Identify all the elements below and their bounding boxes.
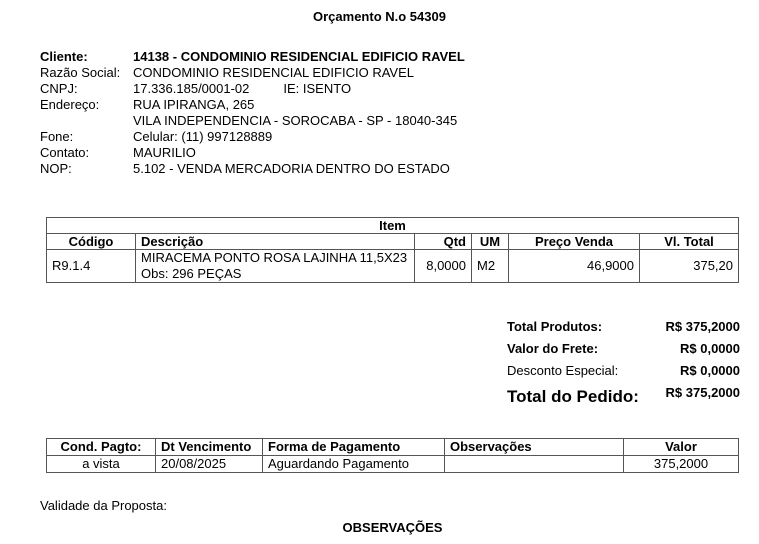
- validade-label: Validade da Proposta:: [40, 498, 167, 513]
- header-preco: Preço Venda: [509, 234, 640, 250]
- item-codigo: R9.1.4: [47, 250, 136, 283]
- fone-label: Fone:: [40, 129, 74, 144]
- observacoes-heading: OBSERVAÇÕES: [342, 520, 443, 535]
- items-caption: Item: [47, 218, 739, 234]
- item-obs: Obs: 296 PEÇAS: [141, 266, 242, 281]
- item-descricao-text: MIRACEMA PONTO ROSA LAJINHA 11,5X23: [141, 250, 408, 265]
- pay-obs: [445, 456, 624, 473]
- header-qtd: Qtd: [415, 234, 472, 250]
- header-total: Vl. Total: [640, 234, 739, 250]
- endereco-label: Endereço:: [40, 97, 100, 112]
- item-qtd: 8,0000: [415, 250, 472, 283]
- fone-value: Celular: (11) 997128889: [133, 129, 273, 144]
- header-forma-pagamento: Forma de Pagamento: [263, 439, 445, 456]
- nop-label: NOP:: [40, 161, 72, 176]
- client-label: Cliente:: [40, 49, 88, 64]
- item-um: M2: [472, 250, 509, 283]
- frete-value: R$ 0,0000: [680, 341, 740, 356]
- header-descricao: Descrição: [136, 234, 415, 250]
- payment-table: [46, 438, 739, 473]
- endereco-line2: VILA INDEPENDENCIA - SOROCABA - SP - 18040-345: [133, 113, 458, 128]
- razao-label: Razão Social:: [40, 65, 121, 80]
- total-pedido-label: Total do Pedido:: [507, 387, 639, 406]
- header-dt-vencimento: Dt Vencimento: [156, 439, 263, 456]
- endereco-line1: RUA IPIRANGA, 265: [133, 97, 255, 112]
- header-observacoes: Observações: [445, 439, 624, 456]
- header-cond-pagto: Cond. Pagto:: [47, 439, 156, 456]
- pay-venc: 20/08/2025: [156, 456, 263, 473]
- ie-value: IE: ISENTO: [283, 81, 352, 96]
- frete-label: Valor do Frete:: [507, 341, 599, 356]
- table-row: [47, 250, 739, 283]
- items-table: [46, 217, 739, 283]
- pay-forma: Aguardando Pagamento: [263, 456, 445, 473]
- item-descricao: [136, 250, 415, 283]
- client-info: [40, 49, 465, 177]
- table-row: [47, 456, 739, 473]
- razao-value: CONDOMINIO RESIDENCIAL EDIFICIO RAVEL: [133, 65, 414, 80]
- header-um: UM: [472, 234, 509, 250]
- desconto-label: Desconto Especial:: [507, 363, 619, 378]
- cnpj-label: CNPJ:: [40, 81, 78, 96]
- total-produtos-label: Total Produtos:: [507, 319, 603, 334]
- cnpj-value: 17.336.185/0001-02: [133, 81, 250, 96]
- total-pedido-value: R$ 375,2000: [665, 385, 740, 400]
- item-preco: 46,9000: [509, 250, 640, 283]
- item-total: 375,20: [640, 250, 739, 283]
- contato-label: Contato:: [40, 145, 90, 160]
- pay-valor: 375,2000: [624, 456, 739, 473]
- page-title: Orçamento N.o 54309: [313, 9, 446, 24]
- client-value: 14138 - CONDOMINIO RESIDENCIAL EDIFICIO RAVEL: [133, 49, 465, 64]
- pay-cond: a vista: [47, 456, 156, 473]
- header-codigo: Código: [47, 234, 136, 250]
- totals-block: [507, 316, 740, 412]
- contato-value: MAURILIO: [133, 145, 196, 160]
- total-produtos-value: R$ 375,2000: [665, 319, 740, 334]
- desconto-value: R$ 0,0000: [680, 363, 740, 378]
- header-valor: Valor: [624, 439, 739, 456]
- nop-value: 5.102 - VENDA MERCADORIA DENTRO DO ESTADO: [133, 161, 450, 176]
